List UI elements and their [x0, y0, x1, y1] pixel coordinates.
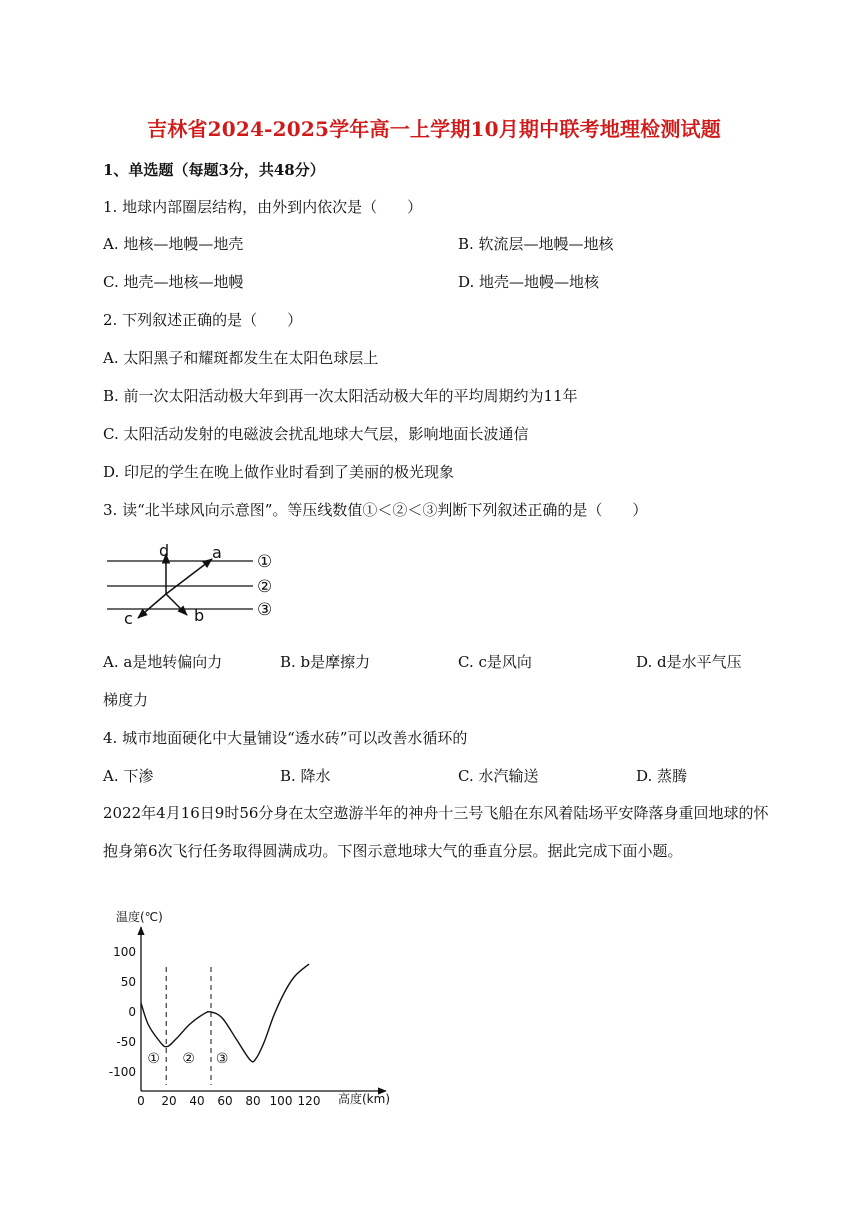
q2-option-b: B. 前一次太阳活动极大年到再一次太阳活动极大年的平均周期约为11年	[103, 387, 578, 405]
atmosphere-temperature-chart	[100, 905, 410, 1115]
wind-direction-figure	[100, 538, 290, 630]
section-heading: 1、单选题（每题3分，共48分）	[103, 161, 325, 179]
arrow-label-b: b	[194, 606, 205, 625]
q4-stem: 4. 城市地面硬化中大量铺设“透水砖”可以改善水循环的	[103, 729, 468, 747]
x-tick-label: 40	[189, 1094, 205, 1108]
q1-option-b: B. 软流层—地幔—地核	[458, 235, 614, 253]
x-tick-label: 80	[245, 1094, 261, 1108]
q2-option-a: A. 太阳黑子和耀斑都发生在太阳色球层上	[103, 349, 379, 367]
reading-passage: 2022年4月16日9时56分身在太空遨游半年的神舟十三号飞船在东风着陆场平安降落身重回地球的怀抱身第6次飞行任务取得圆满成功。下图示意地球大气的垂直分层。据此完成下面小题。	[103, 804, 769, 860]
q4-option-a: A. 下渗	[103, 767, 154, 785]
q4-option-d: D. 蒸腾	[636, 767, 688, 785]
isobar-label-2: ②	[257, 577, 273, 597]
y-tick-label: -100	[108, 1065, 136, 1079]
arrow-label-a: a	[212, 543, 222, 562]
layer-label: ②	[182, 1051, 195, 1067]
isobar-label-3: ③	[257, 600, 273, 620]
y-tick-label: 50	[120, 975, 136, 989]
x-tick-label: 20	[161, 1094, 177, 1108]
x-tick-label: 60	[217, 1094, 233, 1108]
q3-option-b: B. b是摩擦力	[280, 653, 371, 671]
q4-option-b: B. 降水	[280, 767, 331, 785]
q1-option-a: A. 地核—地幔—地壳	[103, 235, 244, 253]
q3-stem: 3. 读“北半球风向示意图”。等压线数值①＜②＜③判断下列叙述正确的是（ ）	[103, 501, 648, 519]
q4-option-c: C. 水汽输送	[458, 767, 539, 785]
arrow-label-d: d	[159, 541, 170, 560]
arrow-label-c: c	[124, 609, 133, 628]
y-tick-label: 100	[113, 945, 136, 959]
q2-option-d: D. 印尼的学生在晚上做作业时看到了美丽的极光现象	[103, 463, 455, 481]
y-tick-label: 0	[128, 1005, 136, 1019]
q3-option-d: D. d是水平气压	[636, 653, 742, 671]
x-tick-label: 0	[137, 1094, 145, 1108]
y-tick-label: -50	[116, 1035, 136, 1049]
layer-label: ①	[147, 1051, 160, 1067]
x-axis-label: 高度(km)	[338, 1092, 391, 1106]
q1-stem: 1. 地球内部圈层结构，由外到内依次是（ ）	[103, 198, 423, 216]
q2-stem: 2. 下列叙述正确的是（ ）	[103, 311, 303, 329]
arrow-b	[166, 594, 187, 615]
arrow-a	[166, 559, 212, 594]
document-title: 吉林省2024-2025学年高一上学期10月期中联考地理检测试题	[147, 117, 721, 141]
q1-option-d: D. 地壳—地幔—地核	[458, 273, 600, 291]
q3-option-a: A. a是地转偏向力	[103, 653, 223, 671]
q1-option-c: C. 地壳—地核—地幔	[103, 273, 244, 291]
layer-label: ③	[215, 1051, 229, 1067]
q3-option-d-continued: 梯度力	[103, 691, 149, 709]
q2-option-c: C. 太阳活动发射的电磁波会扰乱地球大气层，影响地面长波通信	[103, 425, 529, 443]
q3-option-c: C. c是风向	[458, 653, 532, 671]
y-axis-label: 温度(℃)	[116, 910, 163, 924]
x-tick-label: 100	[269, 1094, 293, 1108]
arrow-c	[138, 594, 166, 618]
x-tick-label: 120	[297, 1094, 321, 1108]
isobar-label-1: ①	[257, 552, 273, 572]
